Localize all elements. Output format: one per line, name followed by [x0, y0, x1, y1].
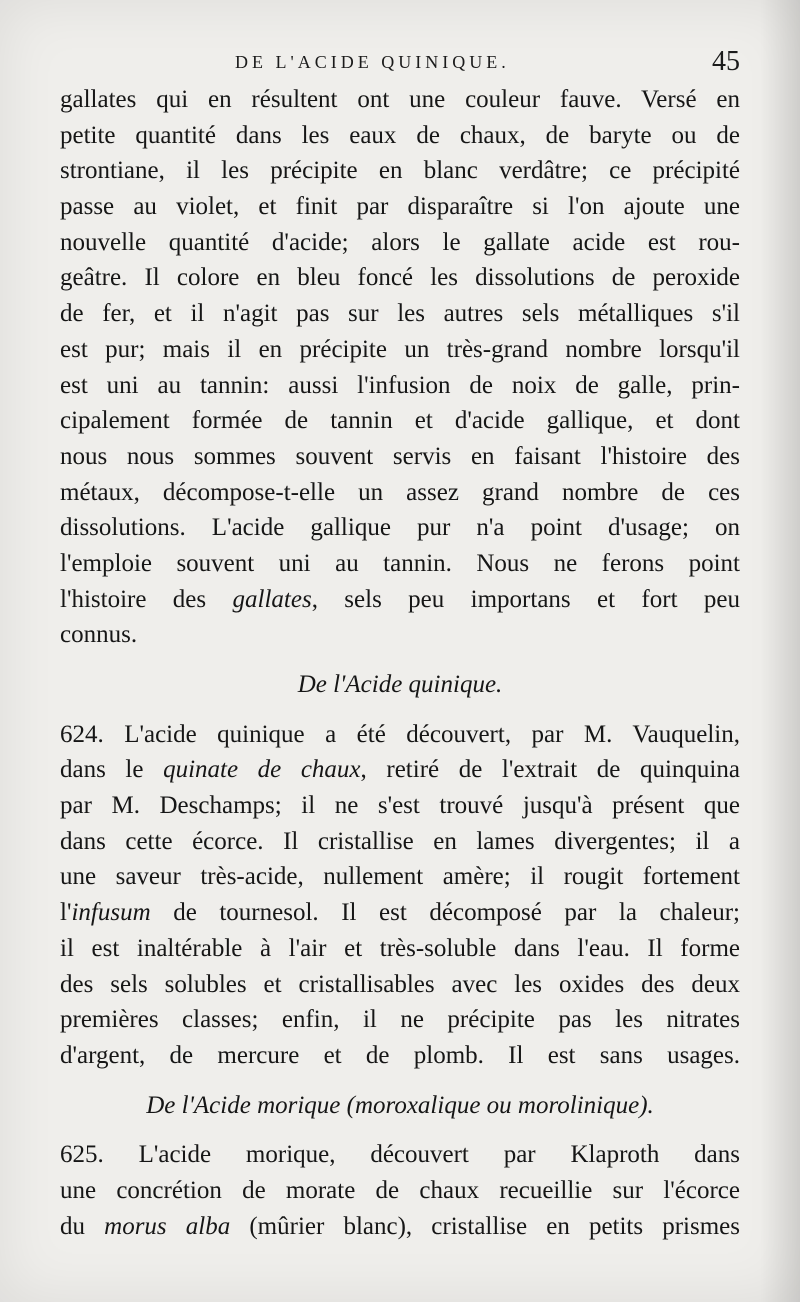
- page-edge-shadow: [760, 0, 800, 1302]
- italic-term: gallates: [232, 585, 312, 613]
- text-run: l': [60, 899, 72, 927]
- text-run: dans le: [60, 756, 164, 784]
- section-heading: De l'Acide morique (moroxalique ou morolinique).: [146, 1091, 654, 1119]
- text-line: une concrétion de morate de chaux recueillie sur l'écorce: [60, 1176, 740, 1204]
- text-line: l'emploie souvent uni au tannin. Nous ne ferons point: [60, 549, 740, 577]
- text-line: petite quantité dans les eaux de chaux, de baryte ou de: [60, 121, 740, 149]
- text-line: [60, 1209, 740, 1245]
- text-line: strontiane, il les précipite en blanc verdâtre; ce précipité: [60, 157, 740, 185]
- page-number: 45: [712, 46, 740, 77]
- running-title: DE L'ACIDE QUINIQUE.: [235, 52, 510, 72]
- text-line: 625. L'acide morique, découvert par Klaproth dans: [60, 1141, 740, 1169]
- text-line: des sels solubles et cristallisables avec les oxides des deux: [60, 970, 740, 998]
- text-line: connus.: [60, 621, 138, 649]
- section-heading: De l'Acide quinique.: [297, 671, 503, 698]
- text-run: de tournesol. Il est décomposé par la chaleur;: [150, 899, 740, 927]
- text-run: , sels peu importans et fort peu: [311, 585, 740, 613]
- text-line: cipalement formée de tannin et d'acide gallique, et dont: [60, 407, 740, 435]
- text-line: nouvelle quantité d'acide; alors le gallate acide est rou-: [60, 228, 740, 256]
- text-line: est pur; mais il en précipite un très-grand nombre lorsqu'il: [60, 335, 740, 363]
- text-line: est uni au tannin: aussi l'infusion de noix de galle, prin-: [60, 371, 740, 399]
- text-line: de fer, et il n'agit pas sur les autres sels métalliques s'il: [60, 300, 740, 328]
- text-run: l'histoire des: [60, 585, 233, 613]
- text-run: , retiré de l'extrait de quinquina: [360, 756, 740, 784]
- text-line: passe au violet, et finit par disparaître si l'on ajoute une: [60, 193, 740, 221]
- body-text: [60, 82, 740, 1244]
- text-line: il est inaltérable à l'air et très-soluble dans l'eau. Il forme: [60, 934, 740, 962]
- text-line: [60, 752, 740, 788]
- running-head: [60, 46, 740, 82]
- text-line: métaux, décompose-t-elle un assez grand nombre de ces: [60, 478, 740, 506]
- text-line: dissolutions. L'acide gallique pur n'a point d'usage; on: [60, 514, 740, 542]
- text-line: geâtre. Il colore en bleu foncé les dissolutions de peroxide: [60, 264, 740, 292]
- italic-term: quinate de chaux: [163, 756, 361, 784]
- italic-term: morus alba: [104, 1212, 231, 1240]
- text-line: d'argent, de mercure et de plomb. Il est sans usages.: [60, 1041, 740, 1069]
- italic-term: infusum: [71, 899, 151, 927]
- text-line: gallates qui en résultent ont une couleur fauve. Versé en: [60, 86, 740, 113]
- text-line: par M. Deschamps; il ne s'est trouvé jusqu'à présent que: [60, 792, 740, 820]
- text-run: du: [60, 1212, 105, 1240]
- text-line: 624. L'acide quinique a été découvert, par M. Vauquelin,: [60, 720, 740, 748]
- text-line: premières classes; enfin, il ne précipite pas les nitrates: [60, 1006, 740, 1034]
- text-run: (mûrier blanc), cristallise en petits prismes: [230, 1212, 740, 1240]
- text-line: nous nous sommes souvent servis en faisant l'histoire des: [60, 442, 740, 470]
- text-line: [60, 582, 740, 618]
- text-line: [60, 895, 740, 931]
- text-line: dans cette écorce. Il cristallise en lames divergentes; il a: [60, 827, 740, 855]
- text-line: une saveur très-acide, nullement amère; il rougit fortement: [60, 863, 740, 891]
